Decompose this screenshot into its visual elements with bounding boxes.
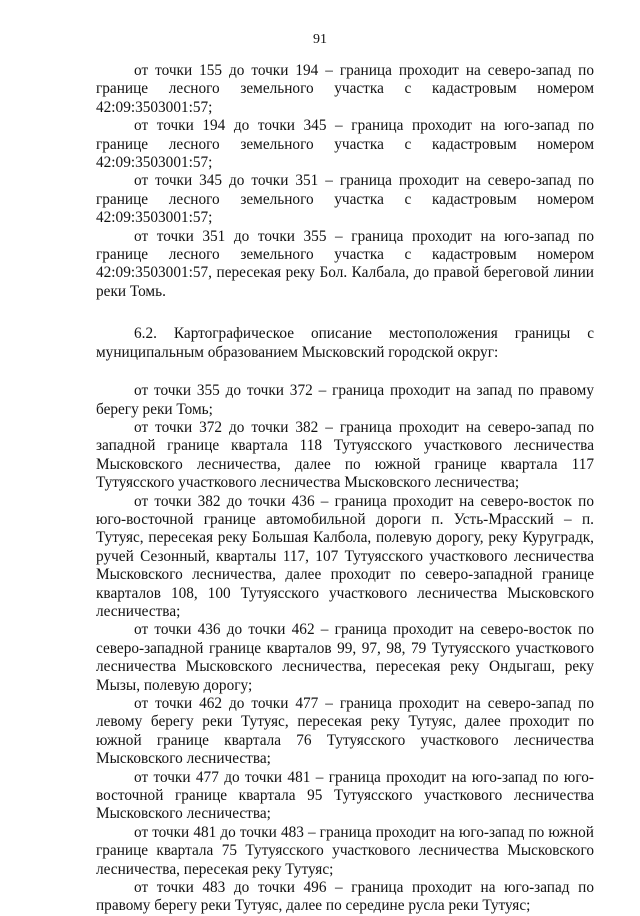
paragraph-point-372-382: от точки 372 до точки 382 – граница проходит на северо-запад по западной границе квартала 118 Тутуясского участкового лесничества Мысковского лесничества, далее по южной границе квартала 117 Тутуясского участкового лесничества Мысковского лесничества; (96, 418, 594, 492)
section-heading-6-2: 6.2. Картографическое описание местоположения границы с муниципальным образованием Мысковский городской округ: (96, 325, 594, 361)
page-number: 91 (313, 32, 327, 47)
paragraph-point-477-481: от точки 477 до точки 481 – граница проходит на юго-запад по юго-восточной границе квартала 95 Тутуясского участкового лесничества Мысковского лесничества; (96, 768, 594, 823)
paragraph-point-355-372: от точки 355 до точки 372 – граница проходит на запад по правому берегу реки Томь; (96, 382, 594, 418)
paragraph-point-483-496: от точки 483 до точки 496 – граница проходит на юго-запад по правому берегу реки Тутуяс, далее по середине русла реки Тутуяс; (96, 879, 594, 915)
paragraph-point-345-351: от точки 345 до точки 351 – граница проходит на северо-запад по границе лесного земельного участка с кадастровым номером 42:09:3503001:57; (96, 172, 594, 227)
spacer (96, 362, 594, 382)
paragraph-point-155-194: от точки 155 до точки 194 – граница проходит на северо-запад по границе лесного земельного участка с кадастровым номером 42:09:3503001:57; (96, 62, 594, 116)
paragraph-point-436-462: от точки 436 до точки 462 – граница проходит на северо-восток по северо-западной границе кварталов 99, 97, 98, 79 Тутуясского участкового лесничества Мысковского лесничества, пересекая реку Ондыгаш, реку Мызы, полевую дорогу; (96, 621, 594, 694)
document-body (96, 62, 594, 916)
paragraph-point-382-436: от точки 382 до точки 436 – граница проходит на северо-восток по юго-восточной границе автомобильной дороги п. Усть-Мрасский – п. Тутуяс, пересекая реку Большая Калбола, полевую дорогу, реку Куруградк, ручей Сезонный, кварталы 117, 107 Тутуясского участкового лесничества Мысковского лесничества, далее проходит по северо-западной границе кварталов 108, 100 Тутуясского участкового лесничества Мысковского лесничества; (96, 492, 594, 620)
spacer (96, 301, 594, 325)
paragraph-point-462-477: от точки 462 до точки 477 – граница проходит на северо-запад по левому берегу реки Тутуяс, пересекая реку Тутуяс, далее проходит по южной границе квартала 76 Тутуясского участкового лесничества Мысковского лесничества; (96, 695, 594, 768)
paragraph-point-351-355: от точки 351 до точки 355 – граница проходит на юго-запад по границе лесного земельного участка с кадастровым номером 42:09:3503001:57, пересекая реку Бол. Калбала, до правой береговой линии реки Томь. (96, 227, 594, 300)
paragraph-point-194-345: от точки 194 до точки 345 – граница проходит на юго-запад по границе лесного земельного участка с кадастровым номером 42:09:3503001:57; (96, 117, 594, 172)
paragraph-point-481-483: от точки 481 до точки 483 – граница проходит на юго-запад по южной границе квартала 75 Тутуясского участкового лесничества Мысковского лесничества, пересекая реку Тутуяс; (96, 823, 594, 878)
